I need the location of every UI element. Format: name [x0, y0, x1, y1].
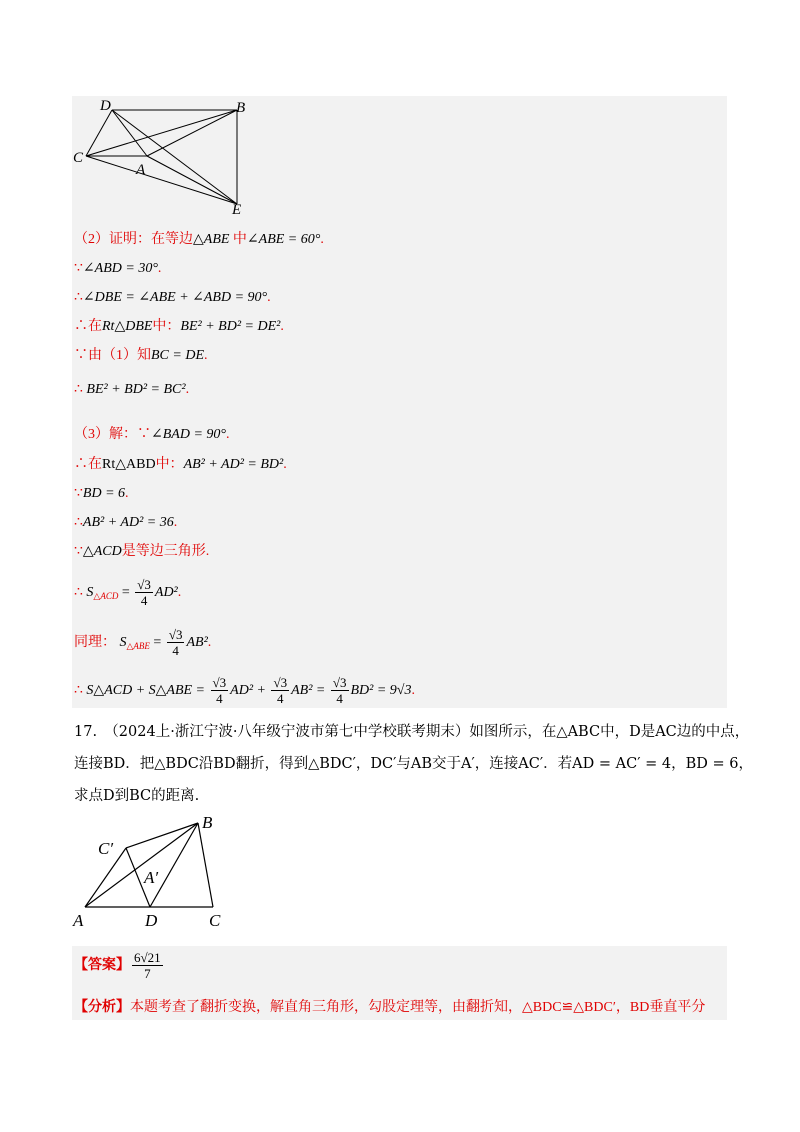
p2-line-2: ∵∠ABD = 30°.	[74, 261, 162, 276]
fig2-label-d: D	[145, 911, 158, 930]
analysis-line: 【分析】本题考查了翻折变换，解直角三角形，勾股定理等，由翻折知，△BDC≌△BDC′，BD垂直平分	[74, 1000, 706, 1015]
p3-line-8: ∴ S△ACD + S△ABE = $\frac{√3}{4}$ AD² + $\frac{√3}{4}$ AB² = $\frac{√3}{4}$ BD² = 9√3.	[74, 675, 415, 707]
p2-line-3: ∴∠DBE = ∠ABE + ∠ABD = 90°.	[74, 290, 271, 305]
fig1-label-e: E	[232, 202, 242, 218]
fig1-label-b: B	[236, 100, 246, 116]
p3-line-2: ∴在Rt△ABD中：AB² + AD² = BD².	[74, 457, 287, 472]
analysis-label: 【分析】	[74, 1000, 130, 1015]
p3-line-7: 同理： $S_{\triangle ABE}$ = $\frac{√3}{4}$ AB².	[74, 627, 212, 659]
fig2-label-c: C	[209, 911, 221, 930]
answer-label: 【答案】	[74, 958, 130, 973]
p3-line-3: ∵BD = 6.	[74, 486, 129, 501]
fig2-label-a-prime: A′	[144, 868, 159, 887]
fraction: $\frac{√3}{4}$	[273, 675, 288, 707]
q17-line-2: 连接BD．把△BDC沿BD翻折，得到△BDC′，DC′与AB交于A′，连接AC′．若AD = AC′ = 4，BD = 6，	[74, 756, 753, 772]
p3-line-1: （3）解：∵∠BAD = 90°.	[74, 427, 230, 442]
p2-line-1: （2）证明：在等边△ABE 中∠ABE = 60°.	[74, 232, 324, 247]
fig2-label-b: B	[202, 813, 213, 832]
p2-line-5: ∵由（1）知BC = DE.	[74, 348, 208, 363]
fraction: $\frac{√3}{4}$	[137, 577, 151, 609]
fraction: $\frac{√3}{4}$	[212, 675, 227, 707]
fraction: $\frac{√3}{4}$	[168, 627, 183, 659]
q17-line-1: 17. （2024上·浙江宁波·八年级宁波市第七中学校联考期末）如图所示，在△ABC中，D是AC边的中点，	[74, 724, 750, 740]
p3-line-4: ∴AB² + AD² = 36.	[74, 515, 178, 530]
p2-line-6: ∴ BE² + BD² = BC².	[74, 382, 190, 397]
figure-1	[70, 96, 260, 220]
fig1-label-c: C	[73, 150, 84, 166]
p2-line-4: ∴在Rt△DBE中：BE² + BD² = DE².	[74, 319, 284, 334]
p3-line-5: ∵△ACD是等边三角形.	[74, 544, 210, 559]
figure-2	[70, 812, 240, 932]
p3-line-6: ∴ $S_{\triangle ACD}$ = $\frac{√3}{4}$ AD².	[74, 577, 182, 609]
fig1-label-d: D	[100, 98, 111, 114]
fig2-label-c-prime: C′	[98, 839, 114, 858]
fraction: $\frac{√3}{4}$	[332, 675, 347, 707]
fig1-label-a: A	[136, 162, 146, 178]
answer-line	[74, 948, 165, 984]
answer-fraction: $\frac{6√21}{7}$	[134, 950, 161, 982]
fig2-label-a: A	[73, 911, 84, 930]
q17-line-3: 求点D到BC的距离.	[74, 788, 200, 804]
